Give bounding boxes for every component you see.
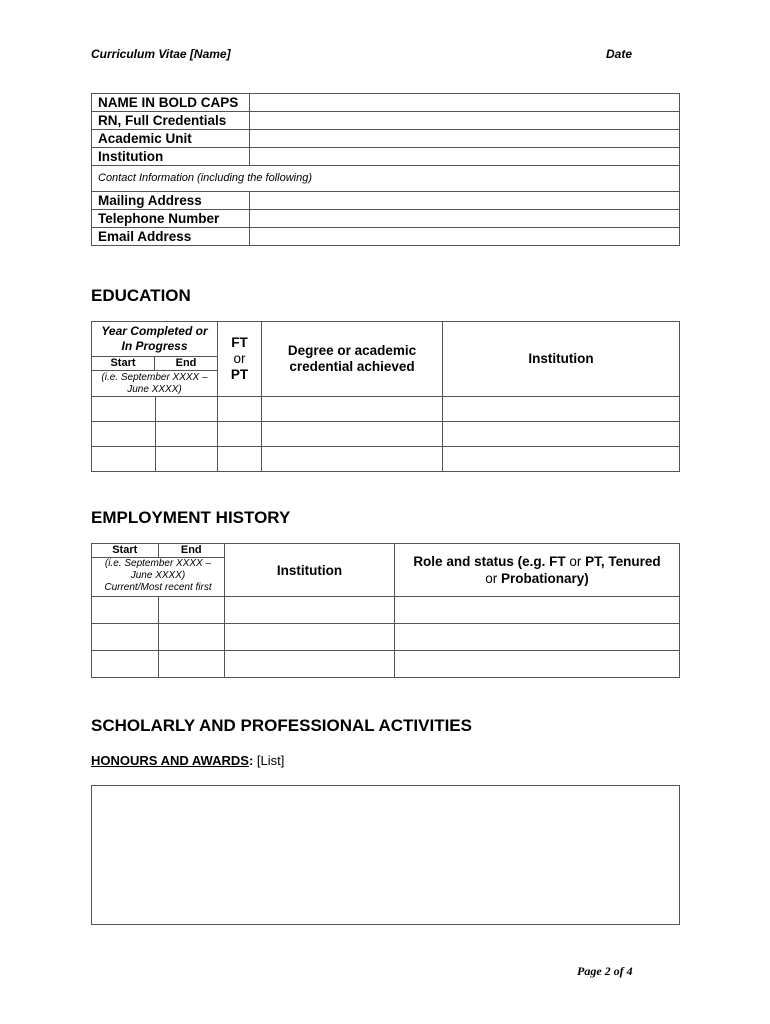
emp-institution-cell[interactable] [225,597,395,624]
table-row [92,597,680,624]
table-row [92,624,680,651]
emp-end-cell[interactable] [159,624,225,651]
employment-table [91,543,680,678]
table-row [92,397,680,422]
identity-institution-label: Institution [92,148,250,166]
edu-degree-cell[interactable] [262,422,443,447]
emp-start-header: Start [92,544,159,557]
employment-title: EMPLOYMENT HISTORY [91,508,291,527]
edu-institution-cell[interactable] [443,447,680,472]
header-date: Date [606,47,633,61]
emp-end-header: End [180,544,202,556]
edu-institution-cell[interactable] [443,397,680,422]
emp-start-cell[interactable] [92,651,159,678]
edu-ftpt-cell[interactable] [218,422,262,447]
role-status-header: Role and status (e.g. FT or PT, Tenured or Probationary) [395,544,680,597]
edu-end-header: End [175,357,197,369]
year-completed-header: Year Completed or In Progress Start End (i.e. September XXXX – June XXXX) [92,322,218,397]
identity-credentials-field[interactable] [250,112,680,130]
header-cv-name: Curriculum Vitae [Name] [91,47,231,61]
emp-end-cell[interactable] [159,651,225,678]
degree-header: Degree or academic credential achieved [262,322,443,397]
emp-institution-cell[interactable] [225,651,395,678]
mailing-address-field[interactable] [250,192,680,210]
edu-end-cell[interactable] [156,397,218,422]
identity-table [91,93,680,246]
page-number: Page 2 of 4 [577,964,633,978]
telephone-label: Telephone Number [92,210,250,228]
honours-heading: HONOURS AND AWARDS: [List] [91,753,285,768]
edu-start-cell[interactable] [92,397,156,422]
scholarly-title: SCHOLARLY AND PROFESSIONAL ACTIVITIES [91,716,472,735]
honours-value: [List] [256,753,285,768]
emp-role-cell[interactable] [395,597,680,624]
emp-institution-header: Institution [225,544,395,597]
emp-end-cell[interactable] [159,597,225,624]
emp-role-cell[interactable] [395,624,680,651]
education-table [91,321,680,472]
edu-end-cell[interactable] [156,422,218,447]
identity-unit-field[interactable] [250,130,680,148]
table-row [92,422,680,447]
identity-name-label: NAME IN BOLD CAPS [92,94,250,112]
edu-start-header: Start [92,357,155,370]
edu-degree-cell[interactable] [262,447,443,472]
contact-info-note: Contact Information (including the following) [92,166,680,192]
emp-institution-cell[interactable] [225,624,395,651]
email-field[interactable] [250,228,680,246]
identity-institution-field[interactable] [250,148,680,166]
edu-ftpt-cell[interactable] [218,447,262,472]
mailing-address-label: Mailing Address [92,192,250,210]
edu-institution-header: Institution [443,322,680,397]
table-row [92,651,680,678]
table-row [92,447,680,472]
identity-unit-label: Academic Unit [92,130,250,148]
emp-role-cell[interactable] [395,651,680,678]
email-label: Email Address [92,228,250,246]
identity-name-field[interactable] [250,94,680,112]
emp-start-cell[interactable] [92,597,159,624]
emp-dates-header: Start End (i.e. September XXXX – June XXXX) Current/Most recent first [92,544,225,597]
ft-pt-header: FT or PT [218,322,262,397]
edu-start-cell[interactable] [92,447,156,472]
honours-label: HONOURS AND AWARDS [91,753,249,768]
edu-ftpt-cell[interactable] [218,397,262,422]
telephone-field[interactable] [250,210,680,228]
edu-degree-cell[interactable] [262,397,443,422]
edu-start-cell[interactable] [92,422,156,447]
education-title: EDUCATION [91,286,191,305]
identity-credentials-label: RN, Full Credentials [92,112,250,130]
emp-start-cell[interactable] [92,624,159,651]
edu-end-cell[interactable] [156,447,218,472]
honours-list-box[interactable] [91,785,680,925]
edu-institution-cell[interactable] [443,422,680,447]
